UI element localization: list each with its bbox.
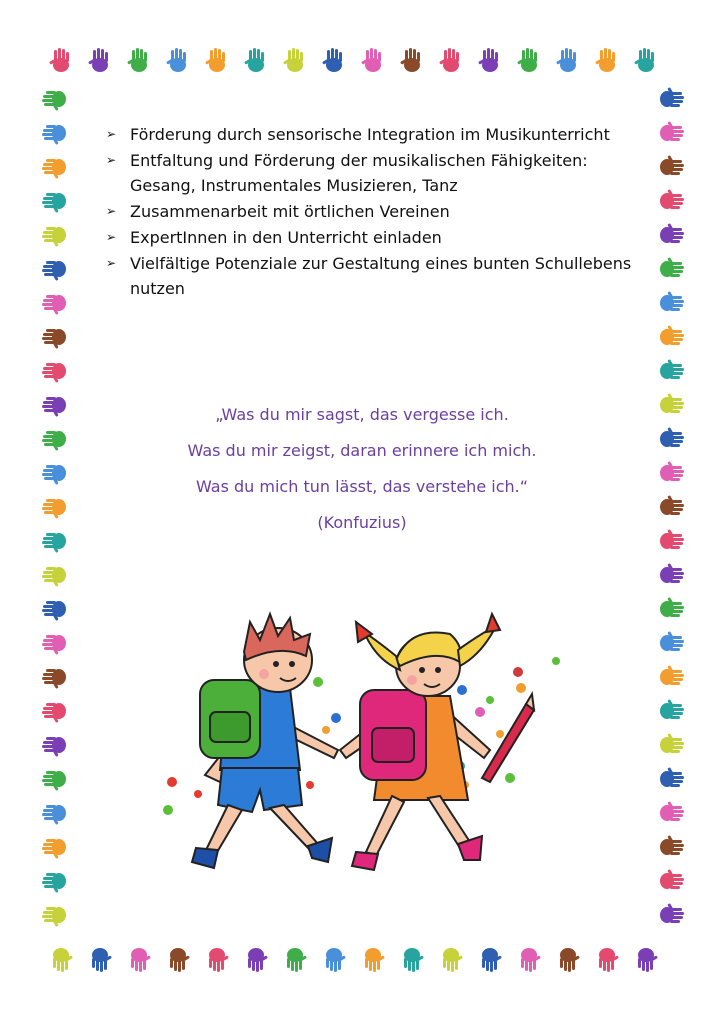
list-item: ➢ Vielfältige Potenziale zur Gestaltung eines bunten Schullebens nutzen	[106, 251, 646, 302]
handprint-icon	[163, 46, 193, 76]
handprint-icon	[46, 46, 76, 76]
handprint-icon	[656, 322, 686, 352]
handprint-icon	[397, 944, 427, 974]
handprint-icon	[656, 730, 686, 760]
handprint-icon	[656, 628, 686, 658]
confucius-quote	[0, 400, 724, 544]
handprint-icon	[656, 84, 686, 114]
handprint-icon	[514, 944, 544, 974]
handprint-icon	[397, 46, 427, 76]
handprint-icon	[124, 46, 154, 76]
handprint-icon	[40, 866, 70, 896]
handprint-icon	[656, 152, 686, 182]
handprint-icon	[40, 186, 70, 216]
list-item: ➢ Zusammenarbeit mit örtlichen Vereinen	[106, 199, 646, 225]
handprint-icon	[40, 696, 70, 726]
handprint-icon	[40, 288, 70, 318]
handprint-icon	[40, 832, 70, 862]
handprint-icon	[475, 944, 505, 974]
handprint-icon	[592, 46, 622, 76]
boy-figure	[192, 614, 338, 868]
handprint-icon	[40, 84, 70, 114]
quote-line-3: Was du mich tun lässt, das verstehe ich.“	[195, 477, 529, 496]
handprint-icon	[40, 594, 70, 624]
children-illustration-svg	[160, 600, 560, 890]
quote-line-1: „Was du mir sagst, das vergesse ich.	[215, 405, 509, 424]
handprint-icon	[241, 944, 271, 974]
handprint-icon	[40, 356, 70, 386]
handprint-icon	[40, 764, 70, 794]
handprint-icon	[358, 46, 388, 76]
handprint-icon	[475, 46, 505, 76]
handprint-icon	[40, 322, 70, 352]
arrow-bullet-icon: ➢	[106, 204, 117, 219]
children-illustration	[160, 600, 560, 890]
arrow-bullet-icon: ➢	[106, 255, 117, 270]
handprint-icon	[656, 696, 686, 726]
handprint-icon	[319, 46, 349, 76]
handprint-icon	[40, 628, 70, 658]
handprint-icon	[40, 798, 70, 828]
handprint-icon	[40, 730, 70, 760]
arrow-bullet-icon: ➢	[106, 152, 117, 167]
handprint-icon	[46, 944, 76, 974]
handprint-icon	[656, 900, 686, 930]
handprint-icon	[656, 764, 686, 794]
handprint-icon	[85, 944, 115, 974]
handprint-icon	[631, 944, 661, 974]
handprint-icon	[319, 944, 349, 974]
handprint-icon	[656, 798, 686, 828]
handprint-icon	[656, 832, 686, 862]
handprint-icon	[553, 46, 583, 76]
handprint-icon	[656, 662, 686, 692]
list-item: ➢ ExpertInnen in den Unterricht einladen	[106, 225, 646, 251]
handprint-icon	[656, 288, 686, 318]
handprint-icon	[656, 254, 686, 284]
handprint-icon	[436, 944, 466, 974]
handprint-icon	[514, 46, 544, 76]
list-item: ➢ Entfaltung und Förderung der musikalischen Fähigkeiten: Gesang, Instrumentales Musizieren, Tanz	[106, 148, 646, 199]
handprint-icon	[163, 944, 193, 974]
handprint-icon	[656, 866, 686, 896]
handprint-icon	[85, 46, 115, 76]
handprint-icon	[656, 594, 686, 624]
handprint-icon	[631, 46, 661, 76]
quote-line-2: Was du mir zeigst, daran erinnere ich mich.	[187, 441, 537, 460]
handprint-icon	[40, 560, 70, 590]
arrow-bullet-icon: ➢	[106, 127, 117, 141]
girl-figure	[340, 614, 534, 870]
handprint-icon	[656, 220, 686, 250]
handprint-icon	[553, 944, 583, 974]
handprint-icon	[202, 944, 232, 974]
handprint-icon	[202, 46, 232, 76]
handprint-icon	[358, 944, 388, 974]
handprint-icon	[124, 944, 154, 974]
bullet-list	[106, 122, 646, 302]
handprint-icon	[436, 46, 466, 76]
handprint-icon	[656, 118, 686, 148]
handprint-icon	[592, 944, 622, 974]
handprint-icon	[656, 356, 686, 386]
handprint-icon	[40, 900, 70, 930]
handprint-icon	[656, 186, 686, 216]
handprint-icon	[241, 46, 271, 76]
handprint-icon	[40, 152, 70, 182]
arrow-bullet-icon: ➢	[106, 229, 117, 244]
handprint-icon	[280, 46, 310, 76]
list-item: ➢ Förderung durch sensorische Integration im Musikunterricht	[106, 122, 646, 148]
handprint-icon	[40, 118, 70, 148]
handprint-icon	[40, 220, 70, 250]
handprint-icon	[280, 944, 310, 974]
handprint-icon	[656, 560, 686, 590]
handprint-icon	[40, 662, 70, 692]
quote-author: (Konfuzius)	[317, 513, 407, 532]
handprint-icon	[40, 254, 70, 284]
